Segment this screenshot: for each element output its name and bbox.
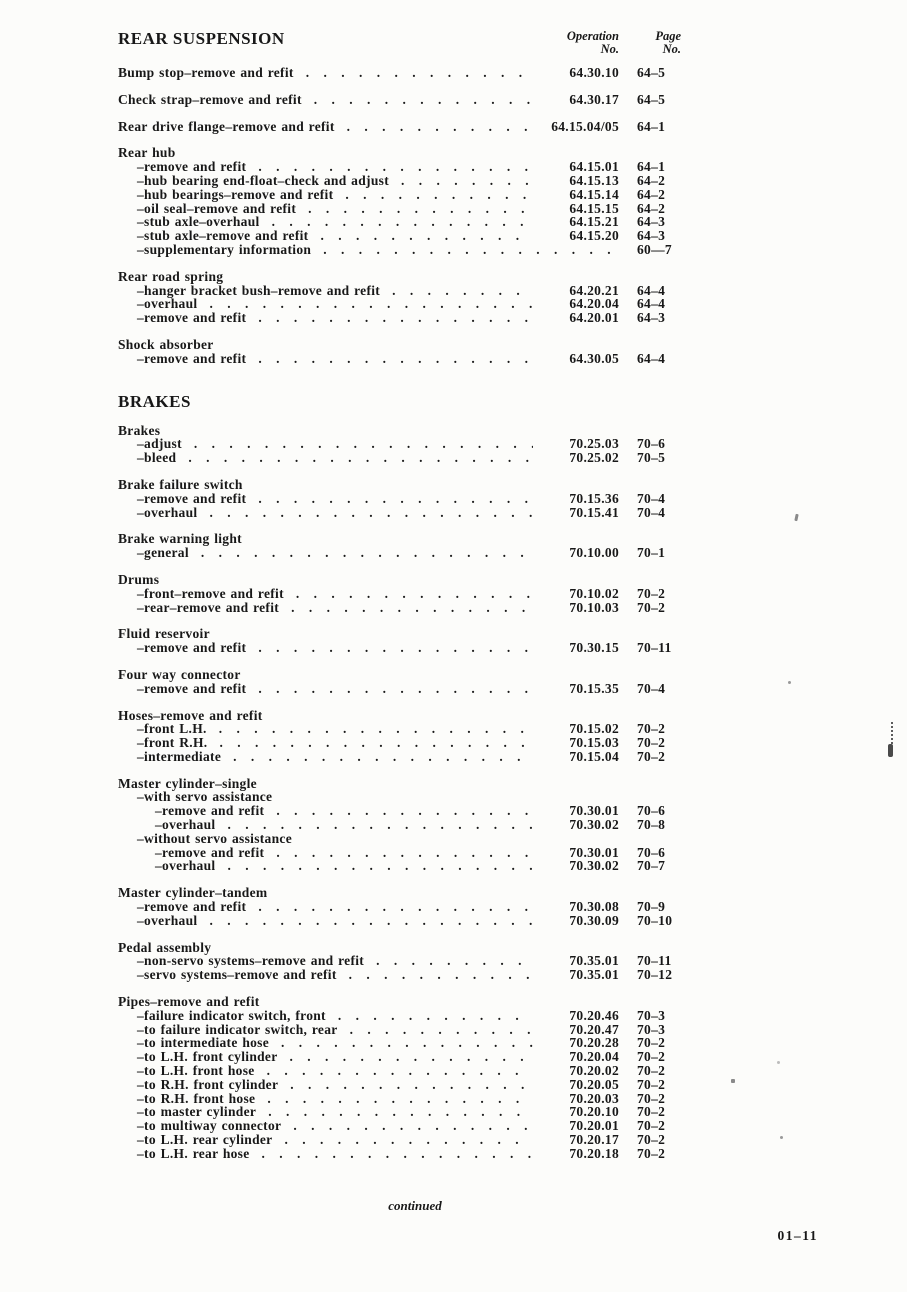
group-header: Brakes xyxy=(118,422,161,438)
dot-leader xyxy=(246,682,533,696)
operation-number: 70.30.02 xyxy=(569,858,619,874)
toc-row xyxy=(118,352,681,366)
operation-number: 64.15.14 xyxy=(569,186,619,202)
toc-entry-label: –remove and refit xyxy=(155,844,265,860)
operation-number: 70.10.00 xyxy=(569,545,619,561)
page-reference: 70–2 xyxy=(637,1076,666,1092)
group-header: Four way connector xyxy=(118,666,241,682)
scan-artifact xyxy=(888,744,893,757)
dot-leader xyxy=(256,1105,533,1119)
toc-entry-label: –to L.H. front cylinder xyxy=(137,1049,278,1065)
page-reference: 70–2 xyxy=(637,1104,666,1120)
page-reference: 70–9 xyxy=(637,899,666,915)
toc-row xyxy=(118,846,681,860)
toc-group xyxy=(118,627,681,655)
page-reference: 70–2 xyxy=(637,1063,666,1079)
page-reference: 70–4 xyxy=(637,504,666,520)
toc-row xyxy=(118,188,681,202)
page-reference: 64–4 xyxy=(637,350,666,366)
group-header: Brake warning light xyxy=(118,531,242,547)
toc-entry-label: –hanger bracket bush–remove and refit xyxy=(137,282,381,298)
toc-entry-label: –oil seal–remove and refit xyxy=(137,200,297,216)
toc-entry-label: –intermediate xyxy=(137,748,222,764)
toc-entry-label: –hub bearing end-float–check and adjust xyxy=(137,172,389,188)
toc-row xyxy=(118,1023,681,1037)
section-title: BRAKES xyxy=(118,391,191,411)
toc-group xyxy=(118,668,681,696)
page-reference: 70–2 xyxy=(637,748,666,764)
toc-group xyxy=(118,573,681,614)
toc-entry-label: –remove and refit xyxy=(137,310,247,326)
operation-number: 70.20.47 xyxy=(569,1021,619,1037)
page-reference: 60—7 xyxy=(637,241,672,257)
dot-leader xyxy=(333,188,533,202)
page-reference: 70–3 xyxy=(637,1007,666,1023)
toc-row xyxy=(118,804,681,818)
dot-leader xyxy=(311,243,619,257)
toc-entry-label: –to failure indicator switch, rear xyxy=(137,1021,338,1037)
dot-leader xyxy=(246,900,533,914)
toc-row xyxy=(118,160,681,174)
scan-artifact xyxy=(731,1079,735,1083)
page-no-column-header xyxy=(637,30,681,56)
toc-row xyxy=(118,120,681,134)
page-reference: 70–2 xyxy=(637,721,666,737)
operation-number: 70.30.01 xyxy=(569,844,619,860)
group-header: Rear road spring xyxy=(118,268,224,284)
page-reference: 70–2 xyxy=(637,599,666,615)
operation-number: 70.30.01 xyxy=(569,803,619,819)
toc-group xyxy=(118,532,681,560)
toc-group xyxy=(118,93,681,107)
dot-leader xyxy=(281,1119,533,1133)
toc-entry-label: Rear drive flange–remove and refit xyxy=(118,118,335,134)
toc-entry-label: –bleed xyxy=(137,450,177,466)
dot-leader xyxy=(296,202,533,216)
toc-entry-label: –to L.H. front hose xyxy=(137,1063,255,1079)
toc-entry-label: –stub axle–overhaul xyxy=(137,214,260,230)
toc-entry-label: –stub axle–remove and refit xyxy=(137,228,309,244)
toc-entry-label: –front R.H. xyxy=(137,735,208,751)
operation-number: 70.25.03 xyxy=(569,436,619,452)
toc-row xyxy=(118,229,681,243)
dot-leader xyxy=(246,352,533,366)
page-reference: 64–3 xyxy=(637,214,666,230)
section xyxy=(118,392,681,1161)
toc-row xyxy=(118,66,681,80)
page-reference: 70–2 xyxy=(637,1090,666,1106)
scan-artifact xyxy=(794,514,798,521)
toc-entry-label: –to L.H. rear cylinder xyxy=(137,1132,273,1148)
page-reference: 64–4 xyxy=(637,282,666,298)
operation-number: 70.25.02 xyxy=(569,450,619,466)
page-reference: 70–2 xyxy=(637,735,666,751)
dot-leader xyxy=(215,818,533,832)
operation-number: 70.20.02 xyxy=(569,1063,619,1079)
dot-leader xyxy=(182,437,533,451)
page-number: 01–11 xyxy=(777,1228,818,1243)
operation-number: 70.30.08 xyxy=(569,899,619,915)
dot-leader xyxy=(269,1036,533,1050)
toc-group xyxy=(118,146,681,256)
page-reference: 64–4 xyxy=(637,296,666,312)
operation-no-header-line: No. xyxy=(600,42,619,56)
page-reference: 70–2 xyxy=(637,585,666,601)
toc-entry-label: –hub bearings–remove and refit xyxy=(137,186,334,202)
toc-row xyxy=(118,682,681,696)
page-reference: 70–2 xyxy=(637,1118,666,1134)
toc-entry-label: –remove and refit xyxy=(155,803,265,819)
toc-group xyxy=(118,941,681,982)
page-reference: 64–2 xyxy=(637,200,666,216)
toc-group xyxy=(118,66,681,80)
toc-row xyxy=(118,506,681,520)
toc-entry-label: –remove and refit xyxy=(137,640,247,656)
dot-leader xyxy=(215,859,533,873)
page-reference: 70–6 xyxy=(637,844,666,860)
dot-leader xyxy=(221,750,533,764)
dot-leader xyxy=(246,641,533,655)
operation-number: 64.15.21 xyxy=(569,214,619,230)
toc-row xyxy=(118,1092,681,1106)
page-reference: 64–5 xyxy=(637,65,666,80)
toc-entry-label: Check strap–remove and refit xyxy=(118,91,302,107)
operation-number: 64.20.01 xyxy=(569,310,619,326)
scan-artifact xyxy=(788,681,791,684)
toc-row xyxy=(118,859,681,873)
toc-group xyxy=(118,120,681,134)
operation-no-header-line: Operation xyxy=(566,29,619,43)
operation-number: 64.30.10 xyxy=(569,65,619,80)
page-reference: 70–6 xyxy=(637,803,666,819)
toc-row xyxy=(118,587,681,601)
toc-row xyxy=(118,1050,681,1064)
toc-row xyxy=(118,492,681,506)
page-reference: 70–6 xyxy=(637,436,666,452)
dot-leader xyxy=(250,1147,533,1161)
dot-leader xyxy=(272,1133,533,1147)
group-header: Shock absorber xyxy=(118,336,214,352)
toc-entry-label: –front–remove and refit xyxy=(137,585,284,601)
operation-number: 70.35.01 xyxy=(569,967,619,983)
page-no-header-line: Page xyxy=(655,29,681,43)
group-header: Hoses–remove and refit xyxy=(118,707,263,723)
dot-leader xyxy=(207,736,533,750)
dot-leader xyxy=(380,284,533,298)
toc-entry-label: –adjust xyxy=(137,436,182,452)
toc-entry-label: –overhaul xyxy=(155,858,216,874)
dot-leader xyxy=(337,968,533,982)
dot-leader xyxy=(176,451,533,465)
dot-leader xyxy=(197,297,533,311)
page-reference: 70–2 xyxy=(637,1035,666,1051)
dot-leader xyxy=(278,1078,533,1092)
group-header: Pedal assembly xyxy=(118,939,212,955)
toc-row xyxy=(118,311,681,325)
dot-leader xyxy=(189,546,533,560)
page-reference: 64–2 xyxy=(637,172,666,188)
toc-row xyxy=(118,243,681,257)
group-header: Master cylinder–single xyxy=(118,775,257,791)
dot-leader xyxy=(335,120,533,134)
dot-leader xyxy=(389,174,533,188)
scan-artifact xyxy=(780,1136,783,1139)
toc-entry-label: –overhaul xyxy=(155,817,216,833)
toc-row xyxy=(118,437,681,451)
dot-leader xyxy=(294,66,533,80)
group-header: Master cylinder–tandem xyxy=(118,885,268,901)
operation-number: 70.15.03 xyxy=(569,735,619,751)
operation-number: 64.15.15 xyxy=(569,200,619,216)
page-reference: 70–2 xyxy=(637,1132,666,1148)
toc-row xyxy=(118,722,681,736)
toc-group xyxy=(118,270,681,325)
dot-leader xyxy=(278,1050,533,1064)
page-reference: 70–1 xyxy=(637,545,666,561)
operation-number: 70.20.28 xyxy=(569,1035,619,1051)
toc-entry-label: –non-servo systems–remove and refit xyxy=(137,953,365,969)
toc-entry-label: –to R.H. front hose xyxy=(137,1090,256,1106)
page-reference: 70–4 xyxy=(637,490,666,506)
toc-row xyxy=(118,1119,681,1133)
toc-row xyxy=(118,1147,681,1161)
toc-row xyxy=(118,914,681,928)
dot-leader xyxy=(197,914,533,928)
toc-entry-label: –with servo assistance xyxy=(137,789,273,805)
dot-leader xyxy=(264,846,533,860)
page-reference: 70–10 xyxy=(637,912,673,928)
dot-leader xyxy=(264,804,533,818)
operation-number: 70.30.15 xyxy=(569,640,619,656)
toc-row xyxy=(118,202,681,216)
operation-number: 64.20.04 xyxy=(569,296,619,312)
operation-number: 64.15.20 xyxy=(569,228,619,244)
operation-number: 64.20.21 xyxy=(569,282,619,298)
toc-row xyxy=(118,1105,681,1119)
page-reference: 70–8 xyxy=(637,817,666,833)
operation-number: 70.10.03 xyxy=(569,599,619,615)
page-reference: 64–3 xyxy=(637,310,666,326)
section xyxy=(118,30,681,366)
operation-number: 70.20.04 xyxy=(569,1049,619,1065)
page-reference: 70–2 xyxy=(637,1049,666,1065)
operation-number: 70.20.10 xyxy=(569,1104,619,1120)
operation-number: 64.30.05 xyxy=(569,350,619,366)
toc-row xyxy=(118,451,681,465)
page-reference: 70–2 xyxy=(637,1145,666,1161)
operation-number: 70.20.18 xyxy=(569,1145,619,1161)
dot-leader xyxy=(338,1023,533,1037)
operation-number: 70.20.05 xyxy=(569,1076,619,1092)
toc-entry-label: –supplementary information xyxy=(137,241,312,257)
section-title: REAR SUSPENSION xyxy=(118,29,285,48)
operation-number: 70.10.02 xyxy=(569,585,619,601)
toc-entry-label: Bump stop–remove and refit xyxy=(118,65,294,80)
toc-group xyxy=(118,777,681,874)
toc-entry-label: –failure indicator switch, front xyxy=(137,1007,326,1023)
page-reference: 70–12 xyxy=(637,967,673,983)
toc-row xyxy=(118,284,681,298)
toc-row xyxy=(118,790,681,804)
page-reference: 70–5 xyxy=(637,450,666,466)
dot-leader xyxy=(364,954,533,968)
toc-entry-label: –front L.H. xyxy=(137,721,207,737)
toc-row xyxy=(118,641,681,655)
toc-entry-label: –general xyxy=(137,545,189,561)
toc-entry-label: –without servo assistance xyxy=(137,830,292,846)
toc-entry-label: –remove and refit xyxy=(137,899,247,915)
toc-row xyxy=(118,1009,681,1023)
operation-number: 70.20.03 xyxy=(569,1090,619,1106)
page-reference: 64–1 xyxy=(637,118,666,134)
toc-row xyxy=(118,1064,681,1078)
continued-note: continued xyxy=(388,1198,442,1213)
group-header: Drums xyxy=(118,571,160,587)
toc-group xyxy=(118,886,681,927)
toc-row xyxy=(118,968,681,982)
page-no-header-line: No. xyxy=(662,42,681,56)
toc-group xyxy=(118,709,681,764)
operation-number: 70.20.17 xyxy=(569,1132,619,1148)
page-reference: 64–5 xyxy=(637,91,666,107)
toc-entry-label: –to master cylinder xyxy=(137,1104,257,1120)
operation-number: 70.15.35 xyxy=(569,680,619,696)
toc-entry-label: –overhaul xyxy=(137,504,198,520)
toc-group xyxy=(118,995,681,1161)
page-reference: 70–3 xyxy=(637,1021,666,1037)
toc-entry-label: –remove and refit xyxy=(137,490,247,506)
toc-entry-label: –servo systems–remove and refit xyxy=(137,967,337,983)
operation-number: 64.15.01 xyxy=(569,159,619,175)
toc-row xyxy=(118,818,681,832)
page-reference: 70–11 xyxy=(637,953,672,969)
toc-entry-label: –to multiway connector xyxy=(137,1118,282,1134)
toc-group xyxy=(118,478,681,519)
toc-entry-label: –rear–remove and refit xyxy=(137,599,280,615)
operation-number: 70.20.01 xyxy=(569,1118,619,1134)
dot-leader xyxy=(284,587,533,601)
page-reference: 70–11 xyxy=(637,640,672,656)
toc-row xyxy=(118,750,681,764)
dot-leader xyxy=(260,215,533,229)
toc-row xyxy=(118,297,681,311)
operation-number: 70.30.09 xyxy=(569,912,619,928)
toc-entry-label: –remove and refit xyxy=(137,680,247,696)
toc-entry-label: –to intermediate hose xyxy=(137,1035,270,1051)
page-reference: 64–3 xyxy=(637,228,666,244)
dot-leader xyxy=(246,311,533,325)
toc-entry-label: –to L.H. rear hose xyxy=(137,1145,250,1161)
group-header: Pipes–remove and refit xyxy=(118,994,260,1010)
toc-row xyxy=(118,93,681,107)
operation-number: 70.20.46 xyxy=(569,1007,619,1023)
dot-leader xyxy=(326,1009,533,1023)
toc-entry-label: –remove and refit xyxy=(137,350,247,366)
operation-number: 70.35.01 xyxy=(569,953,619,969)
page-reference: 70–7 xyxy=(637,858,666,874)
operation-number: 64.15.04/05 xyxy=(551,118,619,134)
toc-group xyxy=(118,338,681,366)
toc-entry-label: –overhaul xyxy=(137,296,198,312)
toc-page xyxy=(118,30,681,1174)
operation-number: 70.15.04 xyxy=(569,748,619,764)
scan-artifact xyxy=(777,1061,780,1064)
toc-row xyxy=(118,832,681,846)
toc-row xyxy=(118,900,681,914)
operation-number: 70.15.41 xyxy=(569,504,619,520)
dot-leader xyxy=(255,1064,533,1078)
dot-leader xyxy=(255,1092,533,1106)
group-header: Brake failure switch xyxy=(118,476,243,492)
toc-entry-label: –remove and refit xyxy=(137,159,247,175)
dot-leader xyxy=(246,492,533,506)
toc-row xyxy=(118,601,681,615)
page-reference: 64–2 xyxy=(637,186,666,202)
operation-number: 70.15.02 xyxy=(569,721,619,737)
page-reference: 70–4 xyxy=(637,680,666,696)
toc-row xyxy=(118,174,681,188)
operation-number: 70.15.36 xyxy=(569,490,619,506)
group-header: Rear hub xyxy=(118,145,176,161)
dot-leader xyxy=(308,229,533,243)
toc-row xyxy=(118,1036,681,1050)
dot-leader xyxy=(197,506,533,520)
toc-row xyxy=(118,1133,681,1147)
dot-leader xyxy=(279,601,533,615)
toc-row xyxy=(118,1078,681,1092)
dot-leader xyxy=(246,160,533,174)
dot-leader xyxy=(302,93,533,107)
toc-row xyxy=(118,215,681,229)
toc-group xyxy=(118,424,681,465)
toc-row xyxy=(118,736,681,750)
operation-number: 70.30.02 xyxy=(569,817,619,833)
toc-row xyxy=(118,546,681,560)
toc-entry-label: –to R.H. front cylinder xyxy=(137,1076,279,1092)
operation-number: 64.15.13 xyxy=(569,172,619,188)
operation-no-column-header xyxy=(533,30,619,56)
toc-row xyxy=(118,954,681,968)
section-header-row xyxy=(118,30,681,56)
toc-entry-label: –overhaul xyxy=(137,912,198,928)
page-reference: 64–1 xyxy=(637,159,666,175)
dot-leader xyxy=(207,722,533,736)
operation-number: 64.30.17 xyxy=(569,91,619,107)
group-header: Fluid reservoir xyxy=(118,626,210,642)
